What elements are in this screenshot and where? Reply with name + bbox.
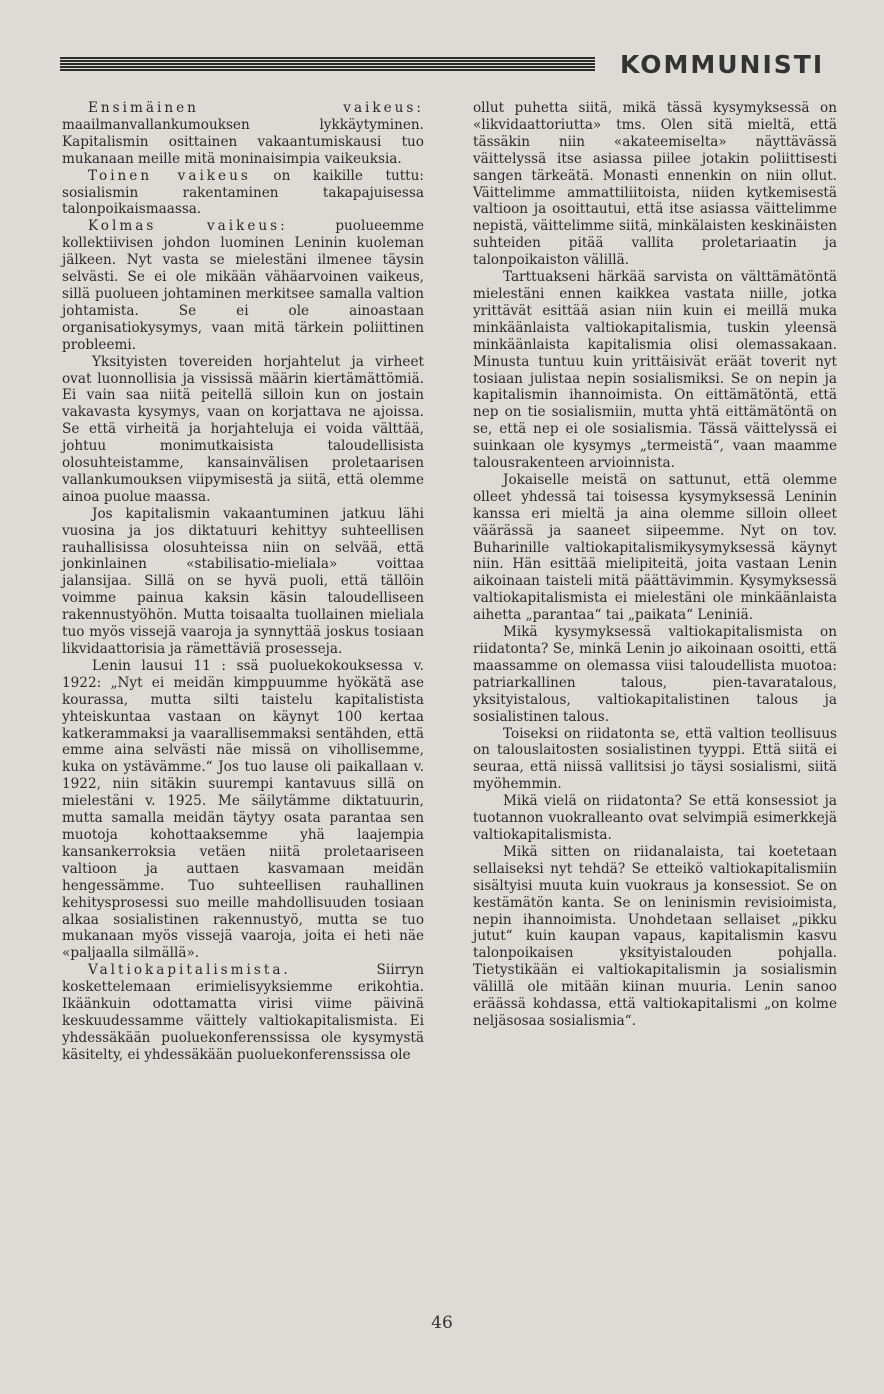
paragraph [62,354,424,506]
paragraph [62,218,424,353]
running-head: KOMMUNISTI [620,50,825,79]
paragraph-text: Tarttuakseni härkää sarvista on välttämätöntä mielestäni ennen kaikkea vastata niille, jotka yrittävät esittää asian niin kuin ei meillä muka minkäänlaista valtiokapitalismia, tuskin yleensä minkäänlaista kapitalismia olisi olemassakaan. Minusta tuntuu kuin yrittäisivät eräät toverit nyt tosiaan julistaa nepin sosialismiksi. Se on nepin ja kapitalismin ihannoimista. On eittämätöntä, että nep on tie sosialismiin, mutta yhtä eittämätöntä on se, että nep ei ole sosialismia. Tässä väittelyssä ei suinkaan ole kysymys „termeistä“, vaan maamme talousrakenteen arvioinnista. [473,269,837,472]
paragraph [473,844,837,1030]
paragraph [473,726,837,794]
paragraph [62,168,424,219]
paragraph-text: Siirryn koskettelemaan erimielisyyksiemme erikohtia. Ikäänkuin odottamatta virisi viime päivinä keskuudessamme väittely valtiokapitalismista. Ei yhdessäkään puoluekonferenssissa ole kysymystä käsitelty, ei yhdessäkään puoluekonferenssissa ole [62,962,424,1063]
paragraph-text: Mikä vielä on riidatonta? Se että konsessiot ja tuotannon vuokralleanto ovat selvimpiä esimerkkejä valtiokapitalismista. [473,793,837,843]
right-column [473,100,837,1030]
paragraph-text: puolueemme kollektiivisen johdon luominen Leninin kuoleman jälkeen. Nyt vasta se mielestäni ilmenee täysin selvästi. Se ei ole mikään vähäarvoinen vaikeus, sillä puolueen johtaminen merkitsee samalla valtion johtamista. Se ei ole ainoastaan organisatiokysymys, vaan mitä tärkein poliittinen probleemi. [62,218,425,353]
paragraph-text: Lenin lausui 11 : ssä puoluekokouksessa v. 1922: „Nyt ei meidän kimppuumme hyökätä ase kourassa, mutta silti taistelu kapitalistista yhteiskuntaa vastaan on käynyt 100 kertaa katkerammaksi ja vaarallisemmaksi sentähden, että emme aina selvästi näe missä on vihollisemme, kuka on ystävämme.“ Jos tuo lause oli paikallaan v. 1922, niin sitäkin suurempi kantavuus sillä on mielestäni v. 1925. Me säilytämme diktatuurin, mutta samalla meidän täytyy osata parantaa sen muotoja kohottaaksemme yhä laajempia kansankerroksia vetäen niitä proletaariseen valtioon ja auttaen kasvamaan meidän hengessämme. Tuo suhteellisen rauhallinen kehitysprosessi suo meille mahdollisuuden tosiaan alkaa sosialistinen rakennustyö, mutta se tuo mukanaan myös vissejä vaaroja, joita ei heti näe «paljaalla silmällä». [62,657,424,962]
paragraph-text: Mikä kysymyksessä valtiokapitalismista on riidatonta? Se, minkä Lenin jo aikoinaan osoitti, että maassamme on olemassa viisi taloudellista muotoa: patriarkallinen talous, pien-tavaratalous, yksityistalous, valtiokapitalistinen talous ja sosialistinen talous. [473,624,837,725]
paragraph-text: Toiseksi on riidatonta se, että valtion teollisuus on talouslaitosten sosialistinen tyyppi. Että siitä ei seuraa, että niissä vallitsisi jo täysi sosialismi, siitä myöhemmin. [473,725,837,793]
paragraph-text: ollut puhetta siitä, mikä tässä kysymyksessä on «likvidaattoriutta» tms. Olen sitä mieltä, että tässäkin niin «akateemiselta» näyttävässä väittelyssä itse asiassa piilee jotakin poliittisesti sangen tärkeätä. Monasti ennenkin on niin ollut. Väittelimme ammattiliitoista, niiden kytkemisestä valtioon ja osoittautui, että itse asiassa väittelimme nepistä, väittelimme siitä, minkälaisten keskinäisten suhteiden pitää vallita proletariaatin ja talonpoikaiston välillä. [473,100,837,269]
paragraph-lead: Ensimäinen vaikeus: [88,100,424,116]
paragraph [473,624,837,725]
paragraph [473,793,837,844]
paragraph [62,100,424,168]
paragraph-text: maailmanvallankumouksen lykkäytyminen. Kapitalismin osittainen vakaantumiskausi tuo mukanaan meille mitä moninaisimpia vaikeuksia. [62,116,424,167]
left-column [62,100,424,1064]
paragraph [62,658,424,962]
paragraph [473,472,837,624]
paragraph-lead: Kolmas vaikeus: [88,218,288,235]
paragraph-text: Jos kapitalismin vakaantuminen jatkuu lähi vuosina ja jos diktatuuri kehittyy suhteellisen rauhallisissa olosuhteissa niin on selvää, että jonkinlainen «stabilisatio-mieliala» voittaa jalansijaa. Sillä on se hyvä puoli, että tällöin voimme painua kaksin käsin taloudelliseen rakennustyöhön. Mutta toisaalta tuollainen mieliala tuo myös vissejä vaaroja ja synnyttää joskus tosiaan likvidaattorisia ja rämettäviä prosesseja. [62,505,424,657]
paragraph [473,269,837,472]
paragraph-text: on kaikille tuttu: sosialismin rakentaminen takapajuisessa talonpoikaismaassa. [62,167,424,218]
paragraph-text: Yksityisten tovereiden horjahtelut ja virheet ovat luonnollisia ja vississä määrin kiertämättömiä. Ei vain saa niitä peitellä silloin kun on jostain vakavasta kysymys, vaan on korjattava ne ajoissa. Se että virheitä ja horjahteluja ei voida välttää, johtuu monimutkaisista taloudellisista olosuhteistamme, kansainvälisen proletaarisen vallankumouksen viipymisestä ja siitä, että olemme ainoa puolue maassa. [62,353,424,505]
header-rule [60,57,595,71]
paragraph-text: Jokaiselle meistä on sattunut, että olemme olleet yhdessä tai toisessa kysymyksessä Leninin kanssa eri mieltä ja aina olemme silloin olleet väärässä ja saaneet siipeemme. Nyt on tov. Buharinille valtiokapitalismikysymyksessä käynyt niin. Hän esittää mielipiteitä, joita vastaan Lenin aikoinaan taisteli mitä päättävimmin. Kysymyksessä valtiokapitalismista ei mielestäni ole minkäänlaista aihetta „parantaa“ tai „paikata“ Leniniä. [473,471,837,624]
paragraph [62,962,424,1063]
paragraph-text: Mikä sitten on riidanalaista, tai koetetaan sellaiseksi nyt tehdä? Se etteikö valtiokapitalismiin sisältyisi muuta kuin vuokraus ja konsessiot. Se on kestämätön kanta. Se on leninismin revisioimista, nepin ihannoimista. Unohdetaan sellaiset „pikku jutut“ kuin kaupan vapaus, kapitalismin kasvu talonpoikaisen yksityistalouden pohjalla. Tietystikään ei valtiokapitalismin ja sosialismin välillä ole mitään kiinan muuria. Lenin sanoo eräässä kohdassa, että valtiokapitalismi „on kolme neljäsosaa sosialismia“. [473,843,837,1029]
paragraph-lead: Toinen vaikeus [88,167,251,184]
paragraph-lead: Valtiokapitalismista. [88,962,291,979]
page-number: 46 [431,1313,453,1333]
paragraph [473,100,837,269]
paragraph [62,506,424,658]
